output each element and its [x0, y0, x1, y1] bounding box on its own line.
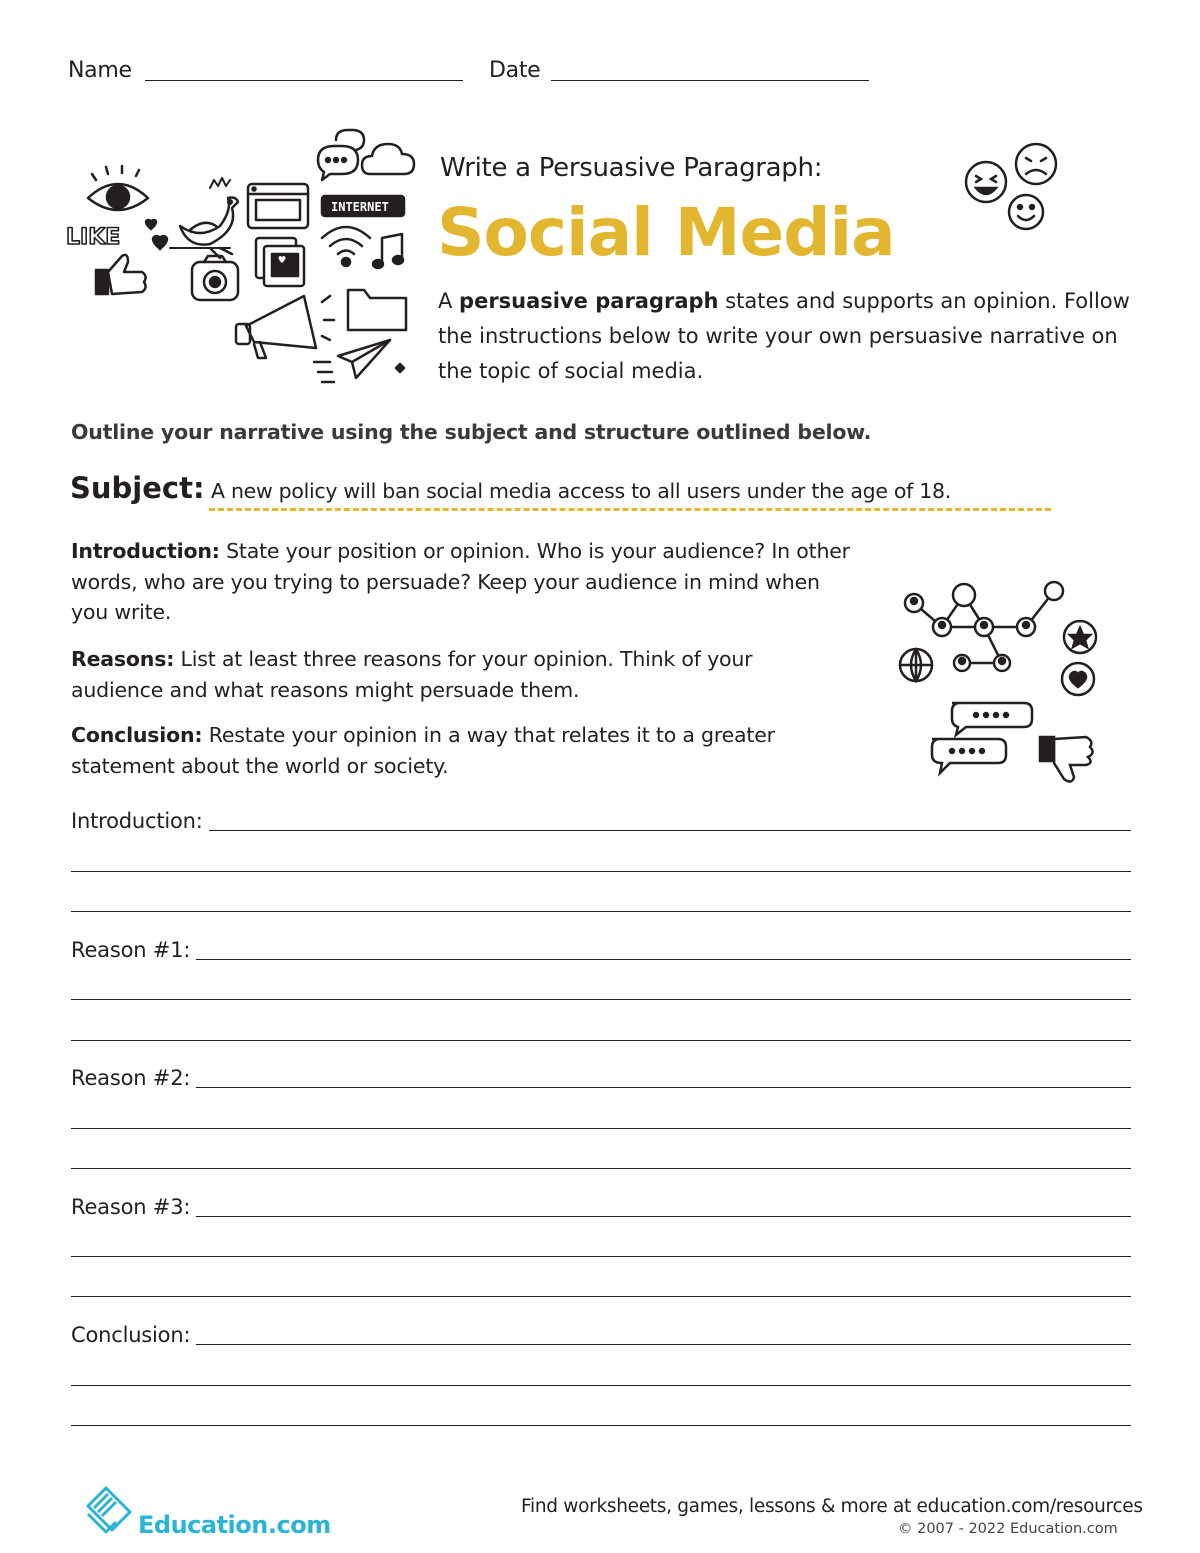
reason-2-line-1[interactable] [71, 1087, 1131, 1088]
introduction-line-3[interactable] [71, 911, 1131, 912]
camera-icon [192, 256, 238, 300]
internet-tag [322, 196, 404, 216]
thumbs-up-icon [96, 255, 146, 294]
outline-instruction: Outline your narrative using the subject and structure outlined below. [71, 420, 872, 444]
social-media-doodles [60, 130, 420, 390]
cloud-icon [362, 144, 414, 174]
instruction-introduction [71, 536, 861, 628]
field-label-reason-2: Reason #2: [71, 1066, 196, 1090]
instruction-term: Reasons: [71, 647, 175, 671]
network-doodles [890, 575, 1110, 785]
field-label-reason-3: Reason #3: [71, 1195, 196, 1219]
instruction-text: State your position or opinion. Who is your audience? In other words, who are you trying to persuade? Keep your audience in mind when you write. [71, 539, 850, 624]
folder-icon [348, 290, 406, 330]
reason-2-line-3[interactable] [71, 1168, 1131, 1169]
conclusion-line-3[interactable] [71, 1425, 1131, 1426]
emoji-doodles [958, 140, 1068, 240]
instruction-term: Introduction: [71, 539, 220, 563]
like-label: LIKE [66, 225, 121, 250]
laughing-emoji-icon [966, 162, 1006, 202]
sparkle-icon [396, 364, 404, 372]
field-label-reason-1: Reason #1: [71, 938, 196, 962]
instruction-conclusion [71, 720, 871, 781]
intro-bold-term: persuasive paragraph [459, 289, 719, 313]
field-label-conclusion: Conclusion: [71, 1323, 196, 1347]
intro-text: states and supports an opinion. Follow the instructions below to write your own persuasive narrative on the topic of social media. [438, 289, 1130, 383]
conclusion-line-1[interactable] [71, 1344, 1131, 1345]
globe-icon [900, 649, 932, 681]
instruction-reasons [71, 644, 831, 705]
subject-text: A new policy will ban social media access to all users under the age of 18. [211, 479, 951, 503]
thumbs-down-icon [1040, 737, 1093, 782]
name-field[interactable] [145, 80, 463, 81]
footer-tagline[interactable]: Find worksheets, games, lessons & more at education.com/resources [521, 1496, 1143, 1517]
introduction-line-2[interactable] [71, 871, 1131, 872]
date-label: Date [489, 58, 541, 83]
browser-window-icon [248, 184, 308, 228]
reason-2-line-2[interactable] [71, 1128, 1131, 1129]
reason-1-line-1[interactable] [71, 959, 1131, 960]
date-field[interactable] [551, 80, 869, 81]
chat-bubbles-icon [318, 130, 364, 180]
education-logo-icon [84, 1486, 134, 1536]
eye-icon [88, 166, 148, 210]
instruction-term: Conclusion: [71, 723, 203, 747]
footer-copyright: © 2007 - 2022 Education.com [898, 1521, 1118, 1537]
field-label-introduction: Introduction: [71, 809, 209, 833]
subject-underline [209, 508, 1051, 511]
worksheet-title: Social Media [437, 194, 895, 271]
chat-bubble-icon [932, 703, 1032, 773]
instruction-text: Restate your opinion in a way that relates it to a greater statement about the world or society. [71, 723, 775, 778]
introduction-line-1[interactable] [71, 830, 1131, 831]
education-logo-text[interactable]: Education.com [138, 1511, 331, 1539]
paper-plane-icon [314, 340, 390, 382]
intro-paragraph [438, 284, 1138, 389]
heart-icon [146, 220, 156, 229]
star-icon [1064, 621, 1096, 653]
conclusion-line-2[interactable] [71, 1385, 1131, 1386]
reason-3-line-3[interactable] [71, 1296, 1131, 1297]
photos-icon [256, 238, 304, 286]
network-graph-icon [905, 582, 1063, 671]
subject-label: Subject: [70, 471, 205, 505]
reason-1-line-3[interactable] [71, 1040, 1131, 1041]
heart-icon [153, 236, 167, 249]
wifi-icon [322, 227, 370, 266]
megaphone-icon [236, 296, 334, 358]
sad-emoji-icon [1016, 144, 1056, 184]
worksheet-subtitle: Write a Persuasive Paragraph: [440, 153, 823, 183]
name-label: Name [68, 58, 132, 83]
music-note-icon [373, 234, 403, 268]
reason-3-line-1[interactable] [71, 1216, 1131, 1217]
reason-3-line-2[interactable] [71, 1256, 1131, 1257]
smile-emoji-icon [1009, 195, 1043, 229]
intro-text: A [438, 289, 460, 313]
reason-1-line-2[interactable] [71, 999, 1131, 1000]
instruction-text: List at least three reasons for your opinion. Think of your audience and what reasons might persuade them. [71, 647, 753, 702]
svg-text:INTERNET: INTERNET [331, 200, 389, 214]
bird-icon [170, 178, 238, 258]
heart-badge-icon [1062, 663, 1094, 695]
